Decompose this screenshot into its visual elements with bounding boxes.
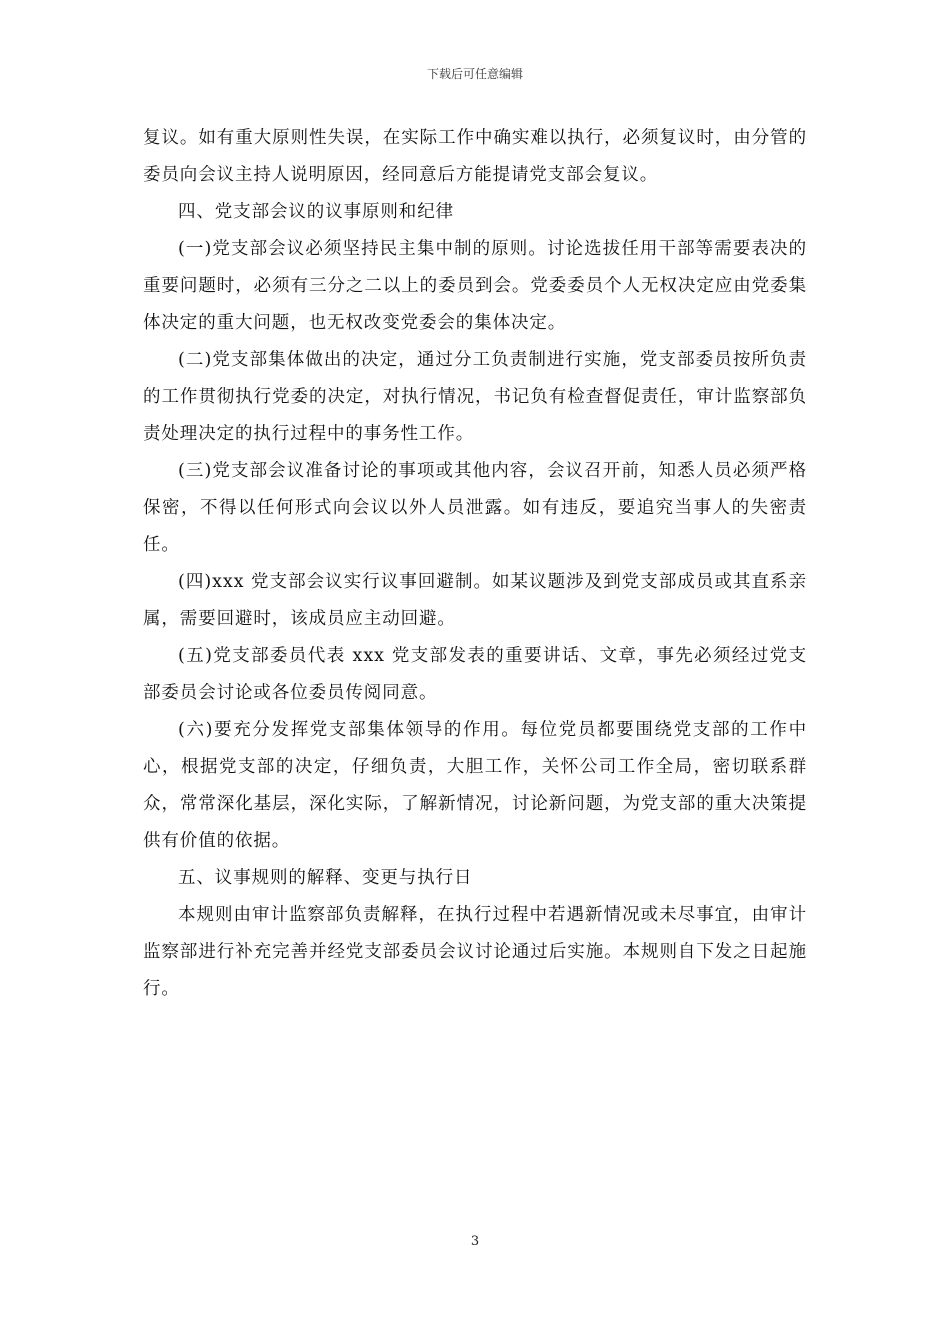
paragraph-continuation: 复议。如有重大原则性失误，在实际工作中确实难以执行，必须复议时，由分管的委员向会议主持人说明原因，经同意后方能提请党支部会复议。: [143, 128, 807, 185]
paragraph-final: 本规则由审计监察部负责解释，在执行过程中若遇新情况或未尽事宜，由审计监察部进行补充完善并经党支部委员会议讨论通过后实施。本规则自下发之日起施行。: [143, 905, 807, 999]
page-number: 3: [470, 1234, 480, 1249]
paragraph-item-3: (三)党支部会议准备讨论的事项或其他内容，会议召开前，知悉人员必须严格保密，不得以任何形式向会议以外人员泄露。如有违反，要追究当事人的失密责任。: [143, 461, 807, 555]
section-heading-4: 四、党支部会议的议事原则和纪律: [178, 202, 454, 222]
document-body: [143, 120, 807, 1008]
paragraph-item-5: (五)党支部委员代表 xxx 党支部发表的重要讲话、文章，事先必须经过党支部委员会讨论或各位委员传阅同意。: [143, 646, 807, 703]
page-header: 下载后可任意编辑: [426, 67, 523, 81]
paragraph-item-1: (一)党支部会议必须坚持民主集中制的原则。讨论选拔任用干部等需要表决的重要问题时，必须有三分之二以上的委员到会。党委委员个人无权决定应由党委集体决定的重大问题，也无权改变党委会的集体决定。: [143, 239, 807, 333]
paragraph-item-2: (二)党支部集体做出的决定，通过分工负责制进行实施，党支部委员按所负责的工作贯彻执行党委的决定，对执行情况，书记负有检查督促责任，审计监察部负责处理决定的执行过程中的事务性工作。: [143, 350, 807, 444]
paragraph-item-4: (四)xxx 党支部会议实行议事回避制。如某议题涉及到党支部成员或其直系亲属，需要回避时，该成员应主动回避。: [143, 572, 807, 629]
paragraph-item-6: (六)要充分发挥党支部集体领导的作用。每位党员都要围绕党支部的工作中心，根据党支部的决定，仔细负责，大胆工作，关怀公司工作全局，密切联系群众，常常深化基层，深化实际，了解新情况，讨论新问题，为党支部的重大决策提供有价值的依据。: [143, 720, 807, 851]
section-heading-5: 五、议事规则的解释、变更与执行日: [178, 868, 473, 888]
